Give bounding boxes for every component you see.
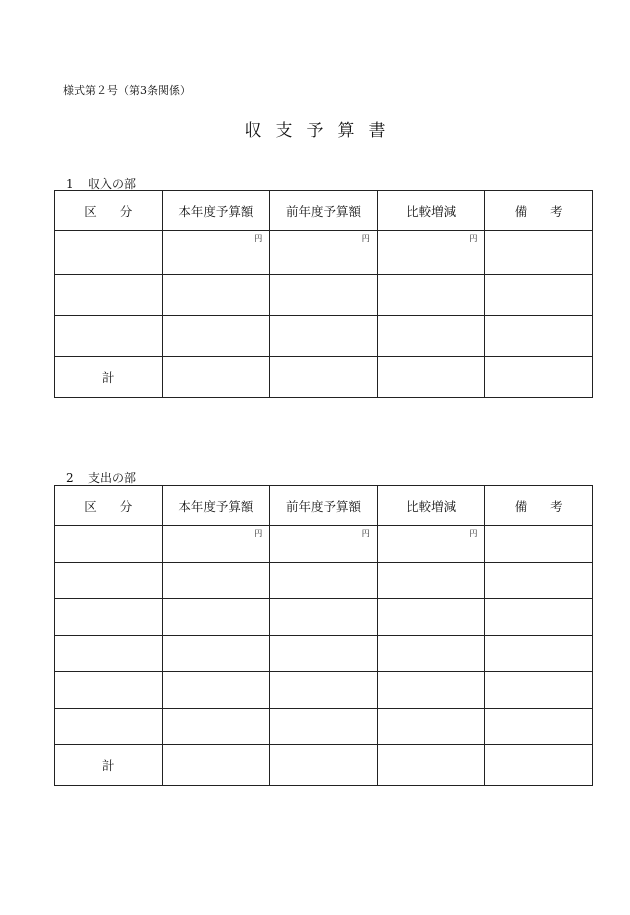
remarks-cell[interactable] [485,599,593,636]
total-row [55,357,593,398]
previous-budget-cell[interactable] [270,316,378,357]
previous-budget-cell[interactable] [270,599,378,636]
header-current-budget: 本年度予算額 [162,191,270,231]
current-budget-cell[interactable] [162,599,270,636]
header-remarks: 備 考 [485,486,593,526]
total-row [55,745,593,786]
previous-budget-cell[interactable] [270,672,378,709]
category-cell[interactable] [55,709,163,745]
yen-unit: 円 [254,529,263,538]
header-previous-budget: 前年度予算額 [270,191,378,231]
previous-budget-cell[interactable] [270,231,378,275]
total-label: 計 [55,357,163,398]
difference-total[interactable] [377,357,485,398]
income-table [54,190,593,398]
remarks-cell[interactable] [485,231,593,275]
difference-cell[interactable] [377,636,485,672]
yen-unit: 円 [469,529,478,538]
category-cell[interactable] [55,231,163,275]
previous-budget-cell[interactable] [270,526,378,563]
table-row [55,316,593,357]
remarks-cell[interactable] [485,316,593,357]
yen-unit: 円 [361,234,370,243]
current-budget-cell[interactable] [162,275,270,316]
current-budget-cell[interactable] [162,231,270,275]
difference-cell[interactable] [377,316,485,357]
remarks-cell[interactable] [485,275,593,316]
form-number: 様式第２号（第3条関係） [63,84,191,97]
table-row [55,672,593,709]
expenditure-table [54,485,593,786]
difference-cell[interactable] [377,599,485,636]
current-budget-cell[interactable] [162,672,270,709]
remarks-total[interactable] [485,357,593,398]
total-label: 計 [55,745,163,786]
previous-budget-cell[interactable] [270,275,378,316]
table-row [55,275,593,316]
difference-total[interactable] [377,745,485,786]
remarks-total[interactable] [485,745,593,786]
table-row [55,709,593,745]
remarks-cell[interactable] [485,709,593,745]
category-cell[interactable] [55,636,163,672]
yen-unit: 円 [254,234,263,243]
yen-unit: 円 [469,234,478,243]
expenditure-section-label: 支出の部 [88,471,137,485]
current-budget-total[interactable] [162,745,270,786]
yen-unit: 円 [361,529,370,538]
income-section-label: 収入の部 [88,177,137,191]
expenditure-section-number: 2 [66,471,74,485]
previous-budget-total[interactable] [270,357,378,398]
table-row [55,526,593,563]
remarks-cell[interactable] [485,672,593,709]
income-section-number: 1 [66,177,74,191]
remarks-cell[interactable] [485,526,593,563]
current-budget-cell[interactable] [162,709,270,745]
current-budget-cell[interactable] [162,526,270,563]
current-budget-cell[interactable] [162,636,270,672]
header-current-budget: 本年度予算額 [162,486,270,526]
category-cell[interactable] [55,275,163,316]
category-cell[interactable] [55,316,163,357]
header-difference: 比較増減 [377,486,485,526]
difference-cell[interactable] [377,709,485,745]
category-cell[interactable] [55,563,163,599]
difference-cell[interactable] [377,526,485,563]
document-title: 収支予算書 [244,121,400,141]
difference-cell[interactable] [377,231,485,275]
category-cell[interactable] [55,526,163,563]
current-budget-cell[interactable] [162,563,270,599]
category-cell[interactable] [55,599,163,636]
table-row [55,599,593,636]
previous-budget-cell[interactable] [270,636,378,672]
category-cell[interactable] [55,672,163,709]
header-previous-budget: 前年度予算額 [270,486,378,526]
header-category: 区 分 [55,486,163,526]
income-header-row [55,191,593,231]
table-row [55,231,593,275]
table-row [55,563,593,599]
header-category: 区 分 [55,191,163,231]
current-budget-cell[interactable] [162,316,270,357]
expenditure-section-heading [66,469,136,486]
difference-cell[interactable] [377,672,485,709]
current-budget-total[interactable] [162,357,270,398]
previous-budget-total[interactable] [270,745,378,786]
remarks-cell[interactable] [485,563,593,599]
previous-budget-cell[interactable] [270,709,378,745]
table-row [55,636,593,672]
difference-cell[interactable] [377,275,485,316]
difference-cell[interactable] [377,563,485,599]
header-remarks: 備 考 [485,191,593,231]
previous-budget-cell[interactable] [270,563,378,599]
remarks-cell[interactable] [485,636,593,672]
expenditure-header-row [55,486,593,526]
header-difference: 比較増減 [377,191,485,231]
